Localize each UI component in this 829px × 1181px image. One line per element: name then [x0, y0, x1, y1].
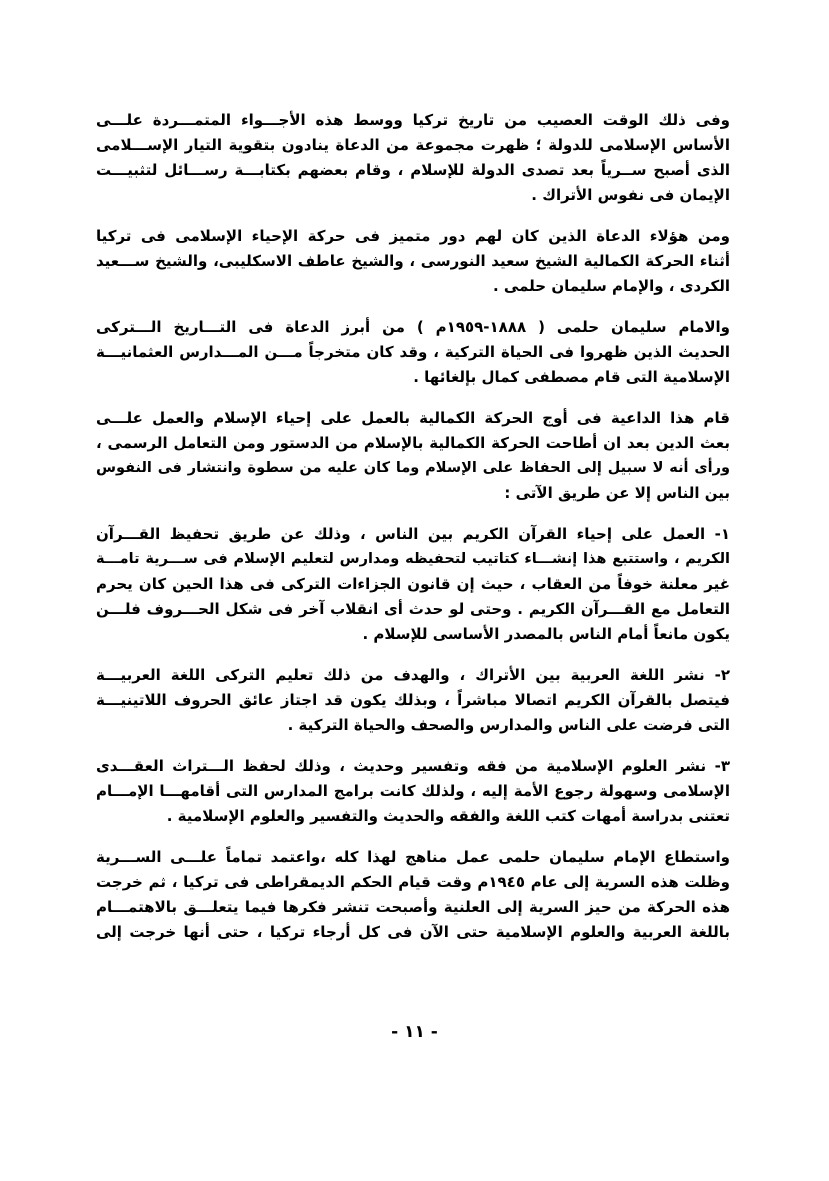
text-line: هذه الحركة من حيز السرية إلى العلنية وأصبحت تنشر فكرها فيما يتعلـــق بالاهتمـــام — [96, 898, 730, 916]
text-line: وفى ذلك الوقت العصيب من تاريخ تركيا ووسط هذه الأجـــواء المتمـــردة علـــى — [96, 111, 730, 129]
text-line: فيتصل بالقرآن الكريم اتصالا مباشراً ، وبذلك يكون قد اجتاز عائق الحروف اللاتينيـــة — [96, 691, 730, 709]
text-line: بعث الدين بعد ان أطاحت الحركة الكمالية بالإسلام من الدستور ومن التعامل الرسمى ، — [96, 434, 730, 452]
text-line: غير معلنة خوفاً من العقاب ، حيث إن قانون الجزاءات التركى فى هذا الحين كان يحرم — [96, 575, 730, 593]
text-line: الأساس الإسلامى للدولة ؛ ظهرت مجموعة من الدعاة ينادون بتقوية التيار الإســـلامى — [96, 136, 730, 154]
paragraph-6 — [96, 663, 730, 738]
text-line: الحديث الذين ظهروا فى الحياة التركية ، وقد كان متخرجاً مـــن المـــدارس العثمانيـــة — [96, 343, 730, 361]
text-line: بين الناس إلا عن طريق الآتى : — [504, 484, 730, 502]
text-line: ٢- نشر اللغة العربية بين الأتراك ، والهدف من ذلك تعليم التركى اللغة العربيـــة — [96, 666, 730, 684]
paragraph-5 — [96, 522, 730, 647]
text-line: الإسلامى وسهولة رجوع الأمة إليه ، ولذلك كانت برامج المدارس التى أقامهـــا الإمـــام — [96, 782, 730, 800]
text-line: ١- العمل على إحياء القرآن الكريم بين الناس ، وذلك عن طريق تحفيظ القـــرآن — [96, 525, 730, 543]
text-line: التى فرضت على الناس والمدارس والصحف والحياة التركية . — [287, 716, 730, 734]
body-text — [96, 108, 730, 961]
paragraph-2 — [96, 224, 730, 299]
paragraph-4 — [96, 406, 730, 506]
text-line: الكردى ، والإمام سليمان حلمى . — [493, 277, 730, 295]
text-line: الذى أصبح ســرياً بعد تصدى الدولة للإسلام ، وقام بعضهم بكتابـــة رســـائل لتثبيـــت — [96, 161, 730, 179]
text-line: الإسلامية التى قام مصطفى كمال بإلغائها . — [413, 368, 730, 386]
text-line: يكون مانعاً أمام الناس بالمصدر الأساسى للإسلام . — [362, 625, 730, 643]
text-line: ورأى أنه لا سبيل إلى الحفاظ على الإسلام وما كان عليه من سطوة وانتشار فى النفوس — [96, 460, 730, 476]
text-line: واستطاع الإمام سليمان حلمى عمل مناهج لهذا كله ،واعتمد تماماً علـــى الســـرية — [96, 848, 730, 866]
text-line: الإيمان فى نفوس الأتراك . — [531, 186, 730, 204]
paragraph-3 — [96, 315, 730, 390]
text-line: الكريم ، واستتبع هذا إنشـــاء كتاتيب لتحفيظه ومدارس لتعليم الإسلام فى ســـرية تامـــة — [96, 551, 730, 567]
paragraph-1 — [96, 108, 730, 208]
text-line: تعتنى بدراسة أمهات كتب اللغة والفقه والحديث والتفسير والعلوم الإسلامية . — [166, 807, 730, 825]
paragraph-8 — [96, 845, 730, 945]
text-line: والامام سليمان حلمى ( ١٨٨٨-١٩٥٩م ) من أبرز الدعاة فى التـــاريخ الـــتركى — [96, 318, 730, 336]
paragraph-7 — [96, 754, 730, 829]
text-line: التعامل مع القـــرآن الكريم . وحتى لو حدث أى انقلاب آخر فى شكل الحـــروف فلـــن — [96, 600, 730, 618]
text-line: ومن هؤلاء الدعاة الذين كان لهم دور متميز فى حركة الإحياء الإسلامى فى تركيا — [96, 227, 730, 245]
page-number: - ١١ - — [391, 1022, 438, 1042]
text-line: أثناء الحركة الكمالية الشيخ سعيد النورسى ، والشيخ عاطف الاسكليبى، والشيخ ســـعيد — [96, 252, 730, 270]
text-line: ٣- نشر العلوم الإسلامية من فقه وتفسير وحديث ، وذلك لحفظ الـــتراث العقـــدى — [96, 757, 730, 775]
text-line: باللغة العربية والعلوم الإسلامية حتى الآن فى كل أرجاء تركيا ، حتى أنها خرجت إلى — [96, 923, 730, 941]
text-line: وظلت هذه السرية إلى عام ١٩٤٥م وقت قيام الحكم الديمقراطى فى تركيا ، ثم خرجت — [96, 873, 730, 891]
text-line: قام هذا الداعية فى أوج الحركة الكمالية بالعمل على إحياء الإسلام والعمل علـــى — [96, 409, 730, 427]
